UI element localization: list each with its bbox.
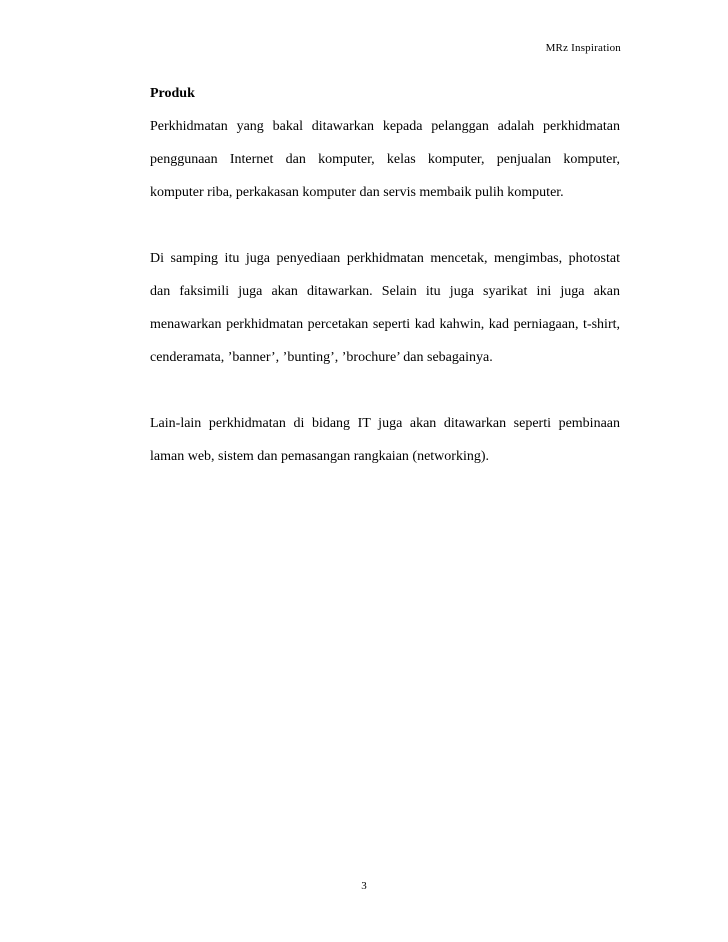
paragraph-2 — [150, 242, 620, 374]
paragraph-line: menawarkan perkhidmatan percetakan seperti kad kahwin, kad perniagaan, t-shirt, — [150, 317, 620, 332]
paragraph-line: cenderamata, ’banner’, ’bunting’, ’brochure’ dan sebagainya. — [150, 350, 493, 365]
section-heading: Produk — [150, 86, 195, 101]
paragraph-line: Lain-lain perkhidmatan di bidang IT juga akan ditawarkan seperti pembinaan — [150, 416, 620, 431]
paragraph-line: komputer riba, perkakasan komputer dan servis membaik pulih komputer. — [150, 185, 564, 200]
paragraph-line: laman web, sistem dan pemasangan rangkaian (networking). — [150, 449, 490, 464]
paragraph-line: Di samping itu juga penyediaan perkhidmatan mencetak, mengimbas, photostat — [150, 251, 620, 266]
paragraph-1 — [150, 110, 620, 209]
paragraph-line: penggunaan Internet dan komputer, kelas komputer, penjualan komputer, — [150, 152, 620, 167]
paragraph-line: dan faksimili juga akan ditawarkan. Selain itu juga syarikat ini juga akan — [150, 284, 620, 299]
paragraph-3 — [150, 407, 620, 473]
page-number: 3 — [361, 880, 367, 892]
running-header: MRz Inspiration — [545, 42, 621, 54]
paragraph-line: Perkhidmatan yang bakal ditawarkan kepada pelanggan adalah perkhidmatan — [150, 119, 620, 134]
